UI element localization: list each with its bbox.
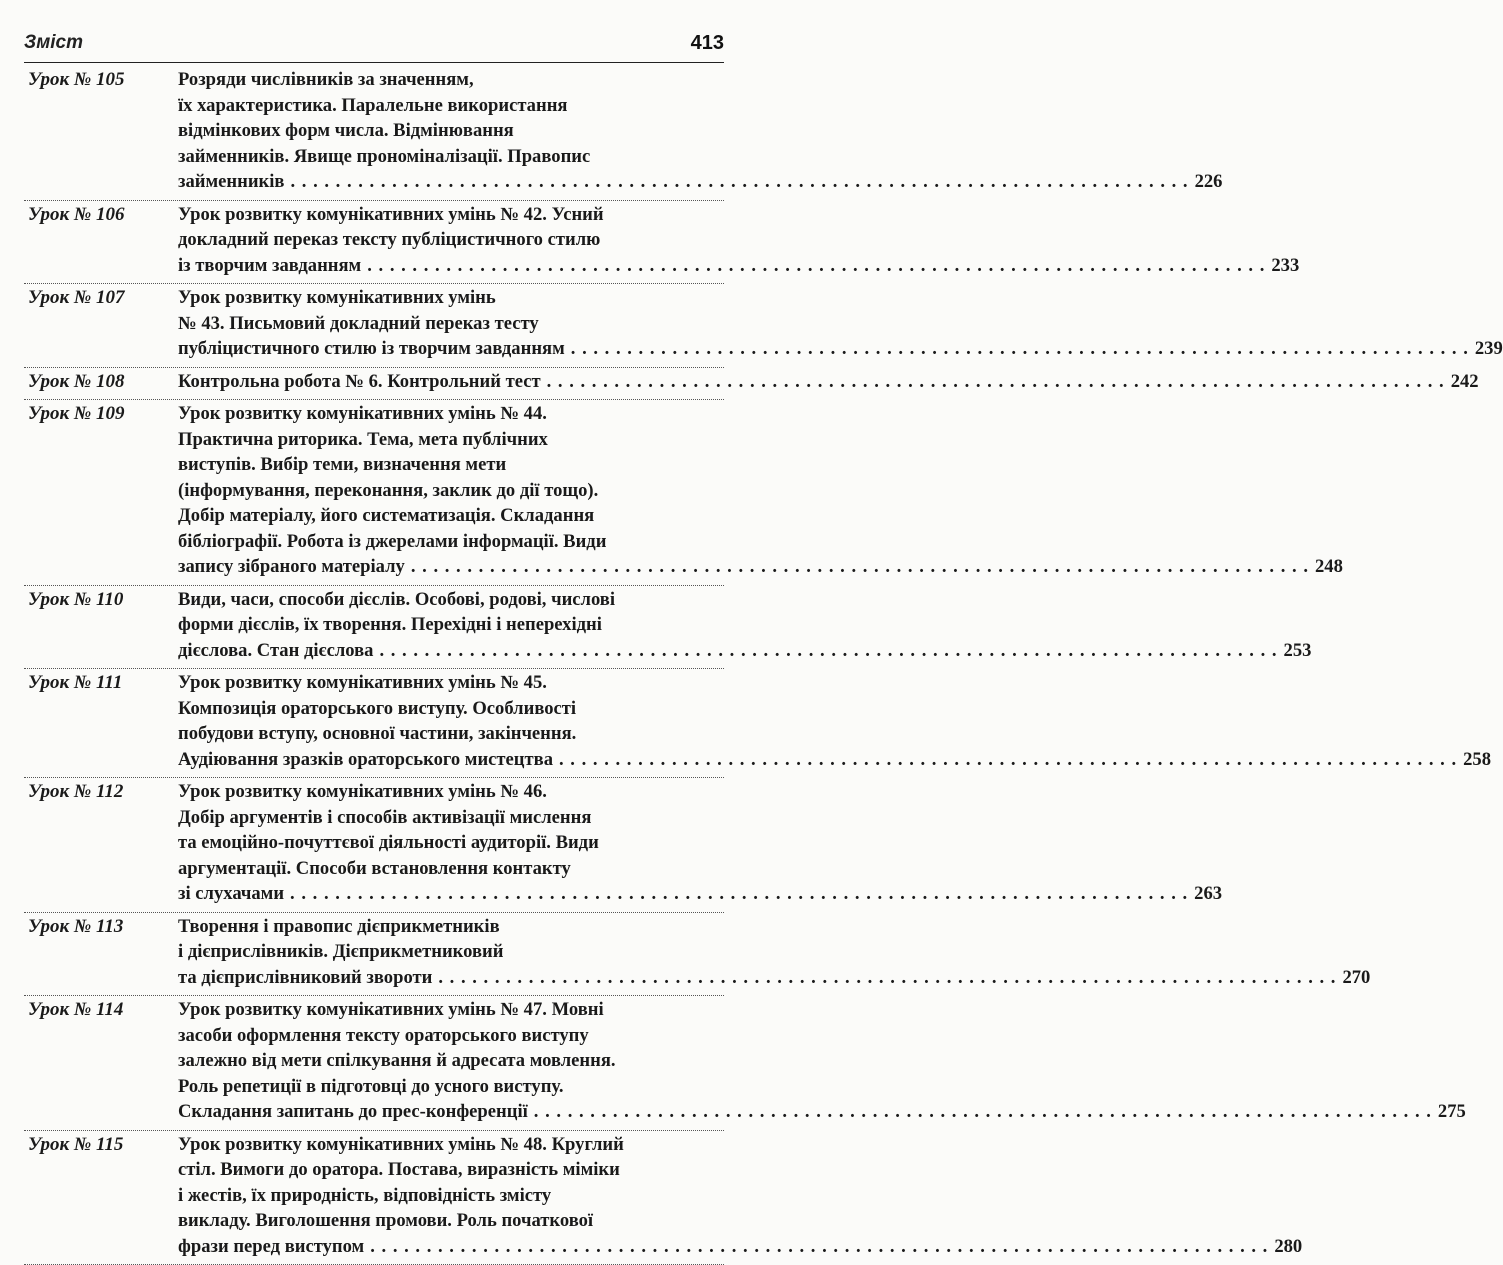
toc-entry (24, 778, 724, 913)
toc-entry (24, 913, 724, 997)
lesson-description (178, 285, 724, 362)
description-line: Урок розвитку комунікативних умінь № 48. Круглий (178, 1132, 724, 1158)
description-line (178, 336, 724, 362)
dot-leader: . . . . . . . . . . . . . . . . . . . . . . . . . . . . . . . . . . . . . . . . . . . . . . . . . . . . . . . . . . . . . . . . . . . . . . . . . . . . . . . . (370, 1234, 1268, 1260)
toc-page-number: 270 (1342, 965, 1370, 991)
lesson-description (178, 587, 724, 664)
page (0, 0, 773, 1200)
description-line: відмінкових форм числа. Відмінювання (178, 118, 724, 144)
section-title: Зміст (24, 32, 83, 54)
description-line (178, 1099, 724, 1125)
dot-leader: . . . . . . . . . . . . . . . . . . . . . . . . . . . . . . . . . . . . . . . . . . . . . . . . . . . . . . . . . . . . . . . . . . . . . . . . . . . . . . . . (559, 747, 1457, 773)
dot-leader: . . . . . . . . . . . . . . . . . . . . . . . . . . . . . . . . . . . . . . . . . . . . . . . . . . . . . . . . . . . . . . . . . . . . . . . . . . . . . . . . (534, 1099, 1432, 1125)
description-line-text: Складання запитань до прес-конференції (178, 1099, 528, 1125)
lesson-label: Урок № 113 (28, 914, 123, 940)
lesson-label: Урок № 106 (28, 202, 124, 228)
dot-leader: . . . . . . . . . . . . . . . . . . . . . . . . . . . . . . . . . . . . . . . . . . . . . . . . . . . . . . . . . . . . . . . . . . . . . . . . . . . . . . . . (571, 336, 1469, 362)
dot-leader: . . . . . . . . . . . . . . . . . . . . . . . . . . . . . . . . . . . . . . . . . . . . . . . . . . . . . . . . . . . . . . . . . . . . . . . . . . . . . . . . (290, 169, 1188, 195)
description-line: (інформування, переконання, заклик до дії тощо). (178, 478, 724, 504)
lesson-label: Урок № 115 (28, 1132, 123, 1158)
description-line (178, 1234, 724, 1260)
lesson-description (178, 202, 724, 279)
description-line: Роль репетиції в підготовці до усного виступу. (178, 1074, 724, 1100)
description-line: Урок розвитку комунікативних умінь № 44. (178, 401, 724, 427)
description-line (178, 747, 724, 773)
lesson-description (178, 1132, 724, 1260)
toc-page-number: 233 (1271, 253, 1299, 279)
description-line: їх характеристика. Паралельне використання (178, 93, 724, 119)
description-line (178, 554, 724, 580)
toc-page-number: 239 (1475, 336, 1503, 362)
description-line: та емоційно-почуттєвої діяльності аудиторії. Види (178, 830, 724, 856)
lesson-label: Урок № 109 (28, 401, 124, 427)
description-line: форми дієслів, їх творення. Перехідні і неперехідні (178, 612, 724, 638)
description-line: виступів. Вибір теми, визначення мети (178, 452, 724, 478)
toc-entry (24, 669, 724, 778)
description-line (178, 253, 724, 279)
description-line (178, 638, 724, 664)
lesson-label: Урок № 112 (28, 779, 123, 805)
dot-leader: . . . . . . . . . . . . . . . . . . . . . . . . . . . . . . . . . . . . . . . . . . . . . . . . . . . . . . . . . . . . . . . . . . . . . . . . . . . . . . . . (547, 369, 1445, 395)
dot-leader: . . . . . . . . . . . . . . . . . . . . . . . . . . . . . . . . . . . . . . . . . . . . . . . . . . . . . . . . . . . . . . . . . . . . . . . . . . . . . . . . (379, 638, 1277, 664)
toc-page-number: 258 (1463, 747, 1491, 773)
toc-entry (24, 284, 724, 368)
toc-entry (24, 586, 724, 670)
toc-page-number: 263 (1194, 881, 1222, 907)
description-line-text: займенників (178, 169, 284, 195)
description-line: викладу. Виголошення промови. Роль початкової (178, 1208, 724, 1234)
description-line: і жестів, їх природність, відповідність змісту (178, 1183, 724, 1209)
toc-entry (24, 1131, 724, 1265)
lesson-description (178, 401, 724, 580)
lesson-label: Урок № 105 (28, 67, 124, 93)
toc-entry (24, 201, 724, 285)
toc-entry (24, 996, 724, 1131)
description-line: Добір матеріалу, його систематизація. Складання (178, 503, 724, 529)
description-line (178, 369, 724, 395)
toc-entry (24, 66, 724, 201)
description-line: Урок розвитку комунікативних умінь № 46. (178, 779, 724, 805)
description-line: залежно від мети спілкування й адресата мовлення. (178, 1048, 724, 1074)
dot-leader: . . . . . . . . . . . . . . . . . . . . . . . . . . . . . . . . . . . . . . . . . . . . . . . . . . . . . . . . . . . . . . . . . . . . . . . . . . . . . . . . (438, 965, 1336, 991)
table-of-contents (24, 66, 724, 1265)
dot-leader: . . . . . . . . . . . . . . . . . . . . . . . . . . . . . . . . . . . . . . . . . . . . . . . . . . . . . . . . . . . . . . . . . . . . . . . . . . . . . . . . (411, 554, 1309, 580)
description-line: Урок розвитку комунікативних умінь № 42. Усний (178, 202, 724, 228)
lesson-description (178, 670, 724, 772)
toc-entry (24, 368, 724, 401)
toc-page-number: 242 (1451, 369, 1479, 395)
lesson-label: Урок № 108 (28, 369, 124, 395)
description-line: Композиція ораторського виступу. Особливості (178, 696, 724, 722)
toc-page-number: 248 (1315, 554, 1343, 580)
description-line: Практична риторика. Тема, мета публічних (178, 427, 724, 453)
toc-page-number: 275 (1438, 1099, 1466, 1125)
description-line: засоби оформлення тексту ораторського виступу (178, 1023, 724, 1049)
description-line (178, 169, 724, 195)
description-line: Урок розвитку комунікативних умінь № 47. Мовні (178, 997, 724, 1023)
lesson-description (178, 67, 724, 195)
description-line (178, 881, 724, 907)
description-line-text: зі слухачами (178, 881, 284, 907)
description-line (178, 965, 724, 991)
lesson-description (178, 914, 724, 991)
description-line: Урок розвитку комунікативних умінь (178, 285, 724, 311)
lesson-description (178, 369, 724, 395)
description-line-text: Аудіювання зразків ораторського мистецтва (178, 747, 553, 773)
description-line: займенників. Явище прономіналізації. Правопис (178, 144, 724, 170)
description-line-text: фрази перед виступом (178, 1234, 364, 1260)
description-line: бібліографії. Робота із джерелами інформації. Види (178, 529, 724, 555)
description-line-text: Контрольна робота № 6. Контрольний тест (178, 369, 541, 395)
description-line: Добір аргументів і способів активізації мислення (178, 805, 724, 831)
toc-page-number: 253 (1284, 638, 1312, 664)
description-line: і дієприслівників. Дієприкметниковий (178, 939, 724, 965)
lesson-description (178, 997, 724, 1125)
description-line: № 43. Письмовий докладний переказ тесту (178, 311, 724, 337)
description-line: Розряди числівників за значенням, (178, 67, 724, 93)
description-line-text: із творчим завданням (178, 253, 361, 279)
description-line: Види, часи, способи дієслів. Особові, родові, числові (178, 587, 724, 613)
lesson-label: Урок № 114 (28, 997, 123, 1023)
description-line-text: дієслова. Стан дієслова (178, 638, 373, 664)
toc-entry (24, 400, 724, 586)
description-line: побудови вступу, основної частини, закінчення. (178, 721, 724, 747)
toc-page-number: 280 (1274, 1234, 1302, 1260)
lesson-label: Урок № 107 (28, 285, 124, 311)
lesson-description (178, 779, 724, 907)
lesson-label: Урок № 110 (28, 587, 123, 613)
description-line: Творення і правопис дієприкметників (178, 914, 724, 940)
running-header (24, 28, 724, 63)
description-line-text: та дієприслівниковий звороти (178, 965, 432, 991)
description-line: докладний переказ тексту публіцистичного стилю (178, 227, 724, 253)
dot-leader: . . . . . . . . . . . . . . . . . . . . . . . . . . . . . . . . . . . . . . . . . . . . . . . . . . . . . . . . . . . . . . . . . . . . . . . . . . . . . . . . (367, 253, 1265, 279)
description-line: аргументації. Способи встановлення контакту (178, 856, 724, 882)
toc-page-number: 226 (1195, 169, 1223, 195)
description-line: Урок розвитку комунікативних умінь № 45. (178, 670, 724, 696)
dot-leader: . . . . . . . . . . . . . . . . . . . . . . . . . . . . . . . . . . . . . . . . . . . . . . . . . . . . . . . . . . . . . . . . . . . . . . . . . . . . . . . . (290, 881, 1188, 907)
description-line: стіл. Вимоги до оратора. Постава, виразність міміки (178, 1157, 724, 1183)
page-number: 413 (691, 32, 724, 55)
lesson-label: Урок № 111 (28, 670, 122, 696)
description-line-text: запису зібраного матеріалу (178, 554, 405, 580)
description-line-text: публіцистичного стилю із творчим завданням (178, 336, 565, 362)
